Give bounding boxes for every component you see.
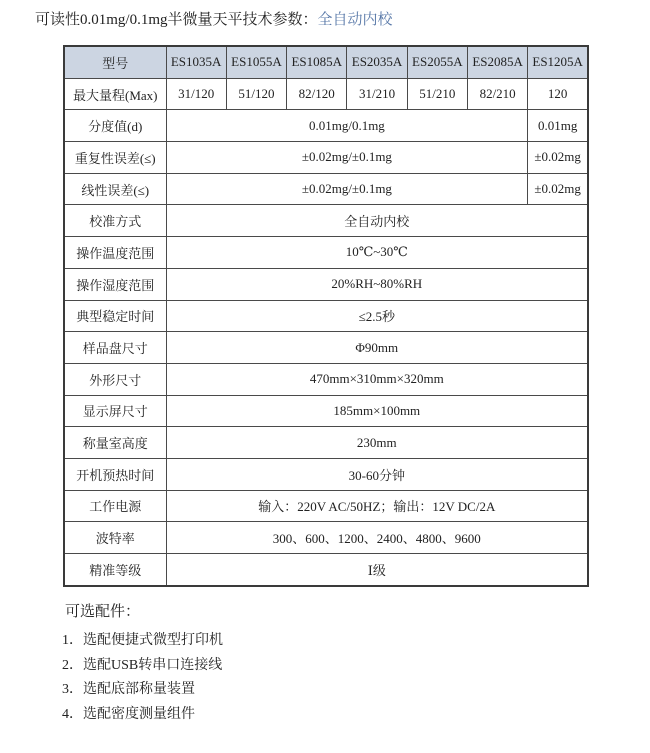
table-row [64,554,588,586]
column-header: ES1055A [226,46,286,78]
row-label: 显示屏尺寸 [64,395,166,427]
table-cell: 230mm [166,427,588,459]
row-label: 线性误差(≤) [64,173,166,205]
table-row [64,237,588,269]
table-row [64,427,588,459]
spec-table [63,45,589,587]
spec-table-body [64,46,588,586]
accessories-heading: 可选配件： [65,604,141,620]
row-label: 操作湿度范围 [64,268,166,300]
table-cell: 0.01mg [528,110,588,142]
table-cell: ±0.02mg/±0.1mg [166,142,528,174]
table-cell: 31/120 [166,78,226,110]
accessory-item: 3．选配底部称量装置 [62,682,195,697]
table-cell: 输入：220V AC/50HZ；输出：12V DC/2A [166,490,588,522]
table-cell: 10℃~30℃ [166,237,588,269]
table-row [64,300,588,332]
table-row [64,332,588,364]
table-row [64,205,588,237]
page-title-highlight: 全自动内校 [317,12,393,28]
table-cell: 300、600、1200、2400、4800、9600 [166,522,588,554]
table-cell: Φ90mm [166,332,588,364]
row-label: 称量室高度 [64,427,166,459]
page-title [35,9,393,31]
table-row [64,458,588,490]
row-label: 波特率 [64,522,166,554]
row-label: 重复性误差(≤) [64,142,166,174]
page-title-text: 可读性0.01mg/0.1mg半微量天平技术参数： [35,12,318,28]
table-cell: 0.01mg/0.1mg [166,110,528,142]
table-row [64,268,588,300]
accessory-item: 2．选配USB转串口连接线 [62,657,223,673]
table-cell: 51/120 [226,78,286,110]
table-cell: ±0.02mg [528,142,588,174]
row-label: 最大量程(Max) [64,78,166,110]
table-cell: 470mm×310mm×320mm [166,363,588,395]
table-cell: 31/210 [347,78,407,110]
table-cell: 120 [528,78,588,110]
table-row [64,395,588,427]
table-row [64,110,588,142]
row-label: 校准方式 [64,205,166,237]
table-cell: 30-60分钟 [166,458,588,490]
table-row [64,142,588,174]
table-cell: 20%RH~80%RH [166,268,588,300]
table-cell: ±0.02mg [528,173,588,205]
table-row [64,363,588,395]
column-header: ES1035A [166,46,226,78]
row-label: 开机预热时间 [64,458,166,490]
row-label: 样品盘尺寸 [64,332,166,364]
table-cell: 82/120 [287,78,347,110]
spec-table-header-row [64,46,588,78]
table-row [64,173,588,205]
table-cell: Ⅰ级 [166,554,588,586]
column-header: ES2055A [407,46,467,78]
table-cell: 185mm×100mm [166,395,588,427]
column-header: 型号 [64,46,166,78]
table-row [64,522,588,554]
table-cell: 51/210 [407,78,467,110]
column-header: ES1085A [287,46,347,78]
column-header: ES1205A [528,46,588,78]
accessory-item: 1．选配便捷式微型打印机 [62,633,223,648]
accessory-item: 4．选配密度测量组件 [62,706,195,722]
row-label: 分度值(d) [64,110,166,142]
table-row [64,78,588,110]
table-cell: 全自动内校 [166,205,588,237]
row-label: 操作温度范围 [64,237,166,269]
table-row [64,490,588,522]
row-label: 工作电源 [64,490,166,522]
column-header: ES2085A [467,46,527,78]
accessories-list [62,629,223,727]
table-cell: ≤2.5秒 [166,300,588,332]
column-header: ES2035A [347,46,407,78]
row-label: 精准等级 [64,554,166,586]
row-label: 典型稳定时间 [64,300,166,332]
row-label: 外形尺寸 [64,363,166,395]
table-cell: 82/210 [467,78,527,110]
table-cell: ±0.02mg/±0.1mg [166,173,528,205]
